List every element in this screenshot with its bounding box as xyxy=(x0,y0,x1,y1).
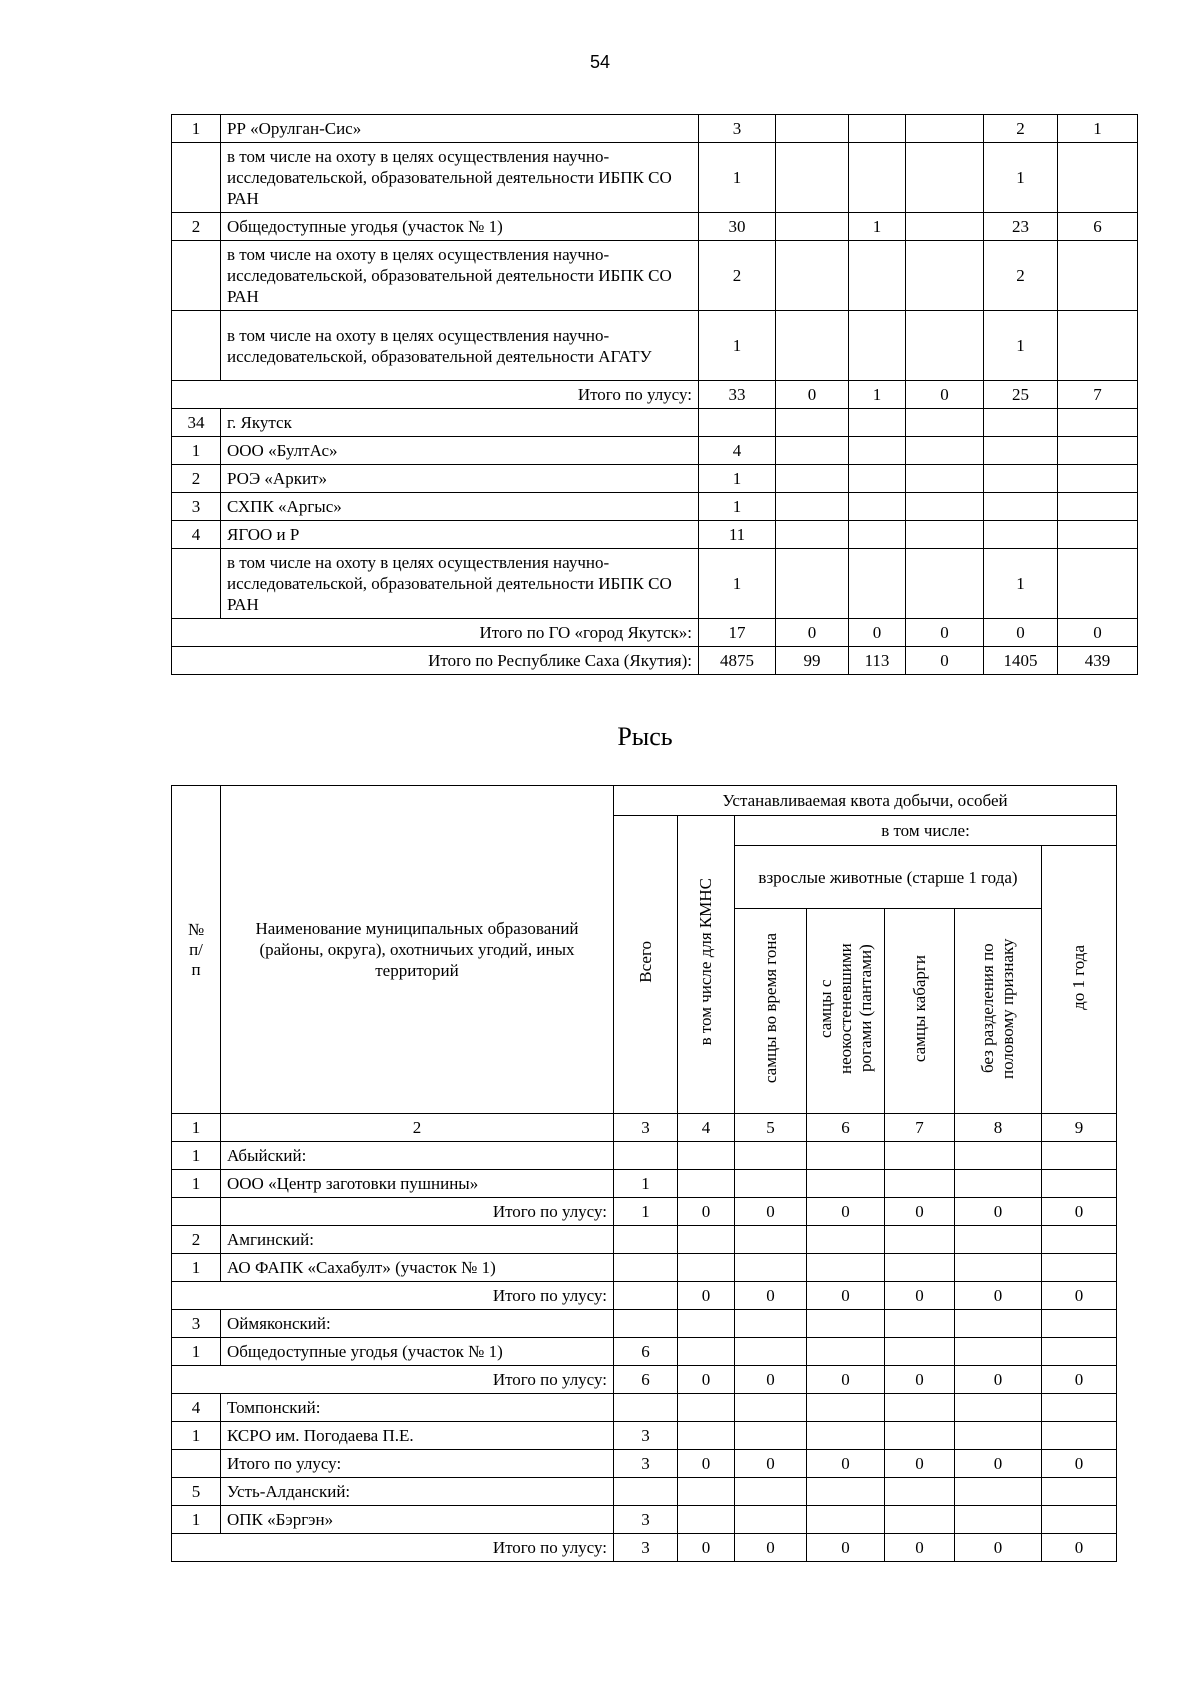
row-number: 2 xyxy=(172,1226,221,1254)
row-number: 1 xyxy=(172,1338,221,1366)
row-value: 1 xyxy=(699,465,776,493)
row-value: 0 xyxy=(807,1366,885,1394)
row-value xyxy=(906,311,984,381)
row-number: 1 xyxy=(172,1170,221,1198)
row-value xyxy=(1042,1506,1117,1534)
row-value: 6 xyxy=(1058,213,1138,241)
row-value: 0 xyxy=(885,1366,955,1394)
table-row xyxy=(172,241,1138,311)
table-row xyxy=(172,493,1138,521)
row-value xyxy=(1058,549,1138,619)
row-value: 0 xyxy=(735,1534,807,1562)
row-value: 0 xyxy=(678,1450,735,1478)
row-value xyxy=(807,1226,885,1254)
row-value: 0 xyxy=(735,1198,807,1226)
table-row xyxy=(172,1170,1117,1198)
row-value xyxy=(984,465,1058,493)
row-value xyxy=(849,465,906,493)
table-row xyxy=(172,381,1138,409)
row-value xyxy=(955,1478,1042,1506)
row-value xyxy=(614,1226,678,1254)
row-value: 0 xyxy=(678,1198,735,1226)
row-value: 1 xyxy=(614,1170,678,1198)
row-number: 4 xyxy=(172,1394,221,1422)
row-number: 1 xyxy=(172,115,221,143)
header-num: № п/п xyxy=(172,786,221,1114)
row-value: 0 xyxy=(807,1450,885,1478)
row-value: 4875 xyxy=(699,647,776,675)
row-value xyxy=(776,493,849,521)
row-value xyxy=(614,1142,678,1170)
row-value: 6 xyxy=(614,1338,678,1366)
row-value xyxy=(807,1422,885,1450)
row-value: 0 xyxy=(885,1282,955,1310)
row-value: 7 xyxy=(1058,381,1138,409)
table-row xyxy=(172,1534,1117,1562)
table-row xyxy=(172,1366,1117,1394)
row-value: 0 xyxy=(984,619,1058,647)
row-value: 0 xyxy=(885,1534,955,1562)
row-number xyxy=(172,311,221,381)
row-name: Амгинский: xyxy=(221,1226,614,1254)
row-value xyxy=(885,1142,955,1170)
row-value: 0 xyxy=(849,619,906,647)
row-value xyxy=(678,1142,735,1170)
row-value: 1 xyxy=(984,311,1058,381)
row-value xyxy=(699,409,776,437)
row-value xyxy=(776,143,849,213)
row-value xyxy=(885,1310,955,1338)
table-row xyxy=(172,115,1138,143)
section-title: Рысь xyxy=(617,722,673,751)
row-value: 113 xyxy=(849,647,906,675)
row-value xyxy=(614,1310,678,1338)
row-name: Оймяконский: xyxy=(221,1310,614,1338)
row-value xyxy=(1042,1254,1117,1282)
row-value xyxy=(906,213,984,241)
row-name: РР «Орулган-Сис» xyxy=(221,115,699,143)
row-value xyxy=(906,549,984,619)
row-value: 3 xyxy=(699,115,776,143)
row-total-label: Итого по улусу: xyxy=(172,1282,614,1310)
row-value xyxy=(776,521,849,549)
row-value: 0 xyxy=(955,1534,1042,1562)
row-value xyxy=(984,521,1058,549)
row-value xyxy=(1058,437,1138,465)
row-value: 1 xyxy=(849,381,906,409)
row-value xyxy=(678,1394,735,1422)
row-value xyxy=(776,437,849,465)
row-number xyxy=(172,1450,221,1478)
row-value xyxy=(955,1226,1042,1254)
row-number: 34 xyxy=(172,409,221,437)
row-value xyxy=(906,241,984,311)
row-value: 3 xyxy=(614,1534,678,1562)
row-value xyxy=(955,1338,1042,1366)
row-value xyxy=(614,1478,678,1506)
table-row xyxy=(172,1254,1117,1282)
row-value: 4 xyxy=(699,437,776,465)
row-value xyxy=(735,1310,807,1338)
row-value xyxy=(1042,1142,1117,1170)
row-number xyxy=(172,143,221,213)
row-value xyxy=(849,521,906,549)
table-row xyxy=(172,409,1138,437)
row-value xyxy=(807,1478,885,1506)
row-value xyxy=(614,1394,678,1422)
table-row xyxy=(172,1394,1117,1422)
row-value xyxy=(776,311,849,381)
row-value xyxy=(849,409,906,437)
table-row xyxy=(172,1338,1117,1366)
row-value: 0 xyxy=(1058,619,1138,647)
row-number: 3 xyxy=(172,493,221,521)
row-value xyxy=(1058,521,1138,549)
row-value xyxy=(807,1170,885,1198)
row-value: 0 xyxy=(906,647,984,675)
row-value: 1 xyxy=(699,143,776,213)
row-name: ОПК «Бэргэн» xyxy=(221,1506,614,1534)
row-total-label: Итого по ГО «город Якутск»: xyxy=(172,619,699,647)
row-value: 0 xyxy=(807,1198,885,1226)
row-value: 17 xyxy=(699,619,776,647)
row-value xyxy=(849,549,906,619)
row-value xyxy=(807,1142,885,1170)
row-value: 0 xyxy=(807,1534,885,1562)
row-value: 30 xyxy=(699,213,776,241)
row-value xyxy=(906,465,984,493)
row-name: ЯГОО и Р xyxy=(221,521,699,549)
row-value xyxy=(955,1506,1042,1534)
row-value: 0 xyxy=(776,619,849,647)
row-value xyxy=(1042,1394,1117,1422)
row-value xyxy=(906,115,984,143)
row-value xyxy=(885,1254,955,1282)
header-quota: Устанавливаемая квота добычи, особей xyxy=(614,786,1117,816)
row-value xyxy=(1042,1310,1117,1338)
row-value xyxy=(807,1338,885,1366)
row-value xyxy=(1058,465,1138,493)
row-name: ООО «БултАс» xyxy=(221,437,699,465)
row-number xyxy=(172,549,221,619)
row-value: 1 xyxy=(1058,115,1138,143)
row-name: в том числе на охоту в целях осуществления научно-исследовательской, образовательной деятельности ИБПК СО РАН xyxy=(221,143,699,213)
row-number: 2 xyxy=(172,465,221,493)
row-value xyxy=(807,1254,885,1282)
row-value: 1 xyxy=(699,549,776,619)
row-number: 1 xyxy=(172,1422,221,1450)
row-name: Абыйский: xyxy=(221,1142,614,1170)
row-value: 0 xyxy=(807,1282,885,1310)
row-number: 1 xyxy=(172,437,221,465)
row-value xyxy=(807,1394,885,1422)
row-value xyxy=(678,1254,735,1282)
row-value xyxy=(955,1254,1042,1282)
row-value: 0 xyxy=(678,1282,735,1310)
table-row xyxy=(172,1142,1117,1170)
row-value: 0 xyxy=(955,1366,1042,1394)
header-kmns: в том числе для КМНС xyxy=(678,816,735,1114)
row-value xyxy=(735,1506,807,1534)
row-value xyxy=(885,1394,955,1422)
row-value xyxy=(735,1254,807,1282)
row-value xyxy=(906,143,984,213)
column-number: 8 xyxy=(955,1114,1042,1142)
row-value: 1 xyxy=(984,549,1058,619)
table-row xyxy=(172,1226,1117,1254)
header-incl: в том числе: xyxy=(735,816,1117,846)
row-number xyxy=(172,1198,221,1226)
row-value: 3 xyxy=(614,1450,678,1478)
row-value: 0 xyxy=(678,1366,735,1394)
row-name: Усть-Алданский: xyxy=(221,1478,614,1506)
row-total-label: Итого по Республике Саха (Якутия): xyxy=(172,647,699,675)
table-row xyxy=(172,1422,1117,1450)
row-total-label: Итого по улусу: xyxy=(221,1198,614,1226)
row-value xyxy=(735,1338,807,1366)
row-value xyxy=(678,1478,735,1506)
row-value: 0 xyxy=(906,381,984,409)
row-value xyxy=(807,1310,885,1338)
row-name: в том числе на охоту в целях осуществления научно-исследовательской, образовательной деятельности АГАТУ xyxy=(221,311,699,381)
row-value xyxy=(776,241,849,311)
row-value xyxy=(906,521,984,549)
row-value: 0 xyxy=(885,1198,955,1226)
row-total-label: Итого по улусу: xyxy=(172,1366,614,1394)
row-value xyxy=(1058,143,1138,213)
table-row xyxy=(172,213,1138,241)
row-value xyxy=(885,1506,955,1534)
row-value: 23 xyxy=(984,213,1058,241)
row-value xyxy=(735,1142,807,1170)
row-value: 1 xyxy=(849,213,906,241)
lynx-quota-table xyxy=(171,785,1117,1562)
row-value xyxy=(1042,1226,1117,1254)
quota-table-continued xyxy=(171,114,1138,675)
row-value: 0 xyxy=(735,1450,807,1478)
table-row xyxy=(172,1478,1117,1506)
row-value xyxy=(885,1422,955,1450)
row-value xyxy=(735,1170,807,1198)
row-value xyxy=(678,1422,735,1450)
row-value xyxy=(984,437,1058,465)
row-name: СХПК «Аргыс» xyxy=(221,493,699,521)
row-value xyxy=(906,409,984,437)
row-value: 439 xyxy=(1058,647,1138,675)
row-value xyxy=(1042,1170,1117,1198)
row-name: Итого по улусу: xyxy=(221,1450,614,1478)
table-row xyxy=(172,437,1138,465)
row-number: 3 xyxy=(172,1310,221,1338)
row-value xyxy=(614,1254,678,1282)
row-name: РОЭ «Аркит» xyxy=(221,465,699,493)
row-value: 0 xyxy=(776,381,849,409)
row-value xyxy=(906,493,984,521)
row-value: 99 xyxy=(776,647,849,675)
row-value xyxy=(984,409,1058,437)
row-value xyxy=(849,493,906,521)
row-value: 1 xyxy=(984,143,1058,213)
row-number: 1 xyxy=(172,1142,221,1170)
row-value xyxy=(614,1282,678,1310)
row-value: 1 xyxy=(614,1198,678,1226)
row-name: АО ФАПК «Сахабулт» (участок № 1) xyxy=(221,1254,614,1282)
row-value: 0 xyxy=(885,1450,955,1478)
row-value xyxy=(735,1478,807,1506)
column-number: 4 xyxy=(678,1114,735,1142)
table-row xyxy=(172,521,1138,549)
row-number: 1 xyxy=(172,1254,221,1282)
row-number xyxy=(172,241,221,311)
header-c6: самцы с неокостеневшими рогами (пантами) xyxy=(807,909,885,1114)
column-number: 2 xyxy=(221,1114,614,1142)
table-row xyxy=(172,647,1138,675)
column-number: 6 xyxy=(807,1114,885,1142)
row-total-label: Итого по улусу: xyxy=(172,381,699,409)
row-number: 2 xyxy=(172,213,221,241)
row-value: 0 xyxy=(955,1282,1042,1310)
row-value xyxy=(678,1310,735,1338)
row-name: г. Якутск xyxy=(221,409,699,437)
row-value xyxy=(776,213,849,241)
row-value: 3 xyxy=(614,1422,678,1450)
row-value xyxy=(955,1310,1042,1338)
row-value xyxy=(1058,409,1138,437)
header-c7: самцы кабарги xyxy=(885,909,955,1114)
row-value xyxy=(885,1338,955,1366)
row-name: Общедоступные угодья (участок № 1) xyxy=(221,1338,614,1366)
header-name: Наименование муниципальных образований (районы, округа), охотничьих угодий, иных территорий xyxy=(221,786,614,1114)
row-value xyxy=(849,437,906,465)
row-value xyxy=(849,143,906,213)
table-row xyxy=(172,1506,1117,1534)
row-value xyxy=(885,1170,955,1198)
row-value: 1 xyxy=(699,493,776,521)
column-number: 5 xyxy=(735,1114,807,1142)
row-value xyxy=(885,1478,955,1506)
row-value xyxy=(849,241,906,311)
row-value xyxy=(776,115,849,143)
row-value xyxy=(678,1170,735,1198)
row-value xyxy=(955,1170,1042,1198)
row-value xyxy=(776,409,849,437)
row-value: 0 xyxy=(1042,1534,1117,1562)
row-value xyxy=(1058,241,1138,311)
row-value xyxy=(885,1226,955,1254)
header-c9: до 1 года xyxy=(1042,846,1117,1114)
row-value xyxy=(955,1394,1042,1422)
row-name: в том числе на охоту в целях осуществления научно-исследовательской, образовательной деятельности ИБПК СО РАН xyxy=(221,241,699,311)
row-value xyxy=(849,115,906,143)
row-value xyxy=(735,1422,807,1450)
row-value: 0 xyxy=(955,1198,1042,1226)
row-value xyxy=(906,437,984,465)
row-value xyxy=(955,1142,1042,1170)
row-value: 0 xyxy=(1042,1366,1117,1394)
row-value: 33 xyxy=(699,381,776,409)
row-value: 6 xyxy=(614,1366,678,1394)
row-value: 0 xyxy=(735,1282,807,1310)
row-value xyxy=(678,1338,735,1366)
row-name: Томпонский: xyxy=(221,1394,614,1422)
row-value: 0 xyxy=(678,1534,735,1562)
row-number: 4 xyxy=(172,521,221,549)
row-value xyxy=(1042,1478,1117,1506)
column-number: 3 xyxy=(614,1114,678,1142)
row-value: 2 xyxy=(984,241,1058,311)
table-row xyxy=(172,1198,1117,1226)
row-value xyxy=(849,311,906,381)
row-value: 2 xyxy=(699,241,776,311)
row-value: 0 xyxy=(735,1366,807,1394)
row-value xyxy=(1042,1422,1117,1450)
row-value xyxy=(735,1226,807,1254)
row-value xyxy=(678,1226,735,1254)
table-row xyxy=(172,143,1138,213)
column-number: 7 xyxy=(885,1114,955,1142)
column-number: 1 xyxy=(172,1114,221,1142)
column-number: 9 xyxy=(1042,1114,1117,1142)
row-value xyxy=(735,1394,807,1422)
row-value xyxy=(776,465,849,493)
row-number: 1 xyxy=(172,1506,221,1534)
row-name: в том числе на охоту в целях осуществления научно-исследовательской, образовательной деятельности ИБПК СО РАН xyxy=(221,549,699,619)
header-c8: без разделения по половому признаку xyxy=(955,909,1042,1114)
table-row xyxy=(172,619,1138,647)
header-total: Всего xyxy=(614,816,678,1114)
row-value: 25 xyxy=(984,381,1058,409)
table-row xyxy=(172,311,1138,381)
row-value xyxy=(955,1422,1042,1450)
row-value: 0 xyxy=(1042,1282,1117,1310)
row-total-label: Итого по улусу: xyxy=(172,1534,614,1562)
row-value: 1 xyxy=(699,311,776,381)
row-value: 11 xyxy=(699,521,776,549)
header-c5: самцы во время гона xyxy=(735,909,807,1114)
row-value: 0 xyxy=(1042,1198,1117,1226)
table-row xyxy=(172,1310,1117,1338)
row-value: 1405 xyxy=(984,647,1058,675)
row-value: 0 xyxy=(906,619,984,647)
header-adults: взрослые животные (старше 1 года) xyxy=(735,846,1042,909)
table-row xyxy=(172,1282,1117,1310)
row-value xyxy=(1042,1338,1117,1366)
row-name: Общедоступные угодья (участок № 1) xyxy=(221,213,699,241)
row-name: КСРО им. Погодаева П.Е. xyxy=(221,1422,614,1450)
row-value xyxy=(776,549,849,619)
row-value xyxy=(678,1506,735,1534)
row-value: 0 xyxy=(955,1450,1042,1478)
row-value xyxy=(1058,493,1138,521)
row-value: 2 xyxy=(984,115,1058,143)
table-row xyxy=(172,1450,1117,1478)
row-number: 5 xyxy=(172,1478,221,1506)
table-row xyxy=(172,549,1138,619)
row-value xyxy=(1058,311,1138,381)
row-value xyxy=(807,1506,885,1534)
row-value xyxy=(984,493,1058,521)
table-row xyxy=(172,465,1138,493)
row-name: ООО «Центр заготовки пушнины» xyxy=(221,1170,614,1198)
page-number: 54 xyxy=(589,52,611,72)
row-value: 3 xyxy=(614,1506,678,1534)
row-value: 0 xyxy=(1042,1450,1117,1478)
